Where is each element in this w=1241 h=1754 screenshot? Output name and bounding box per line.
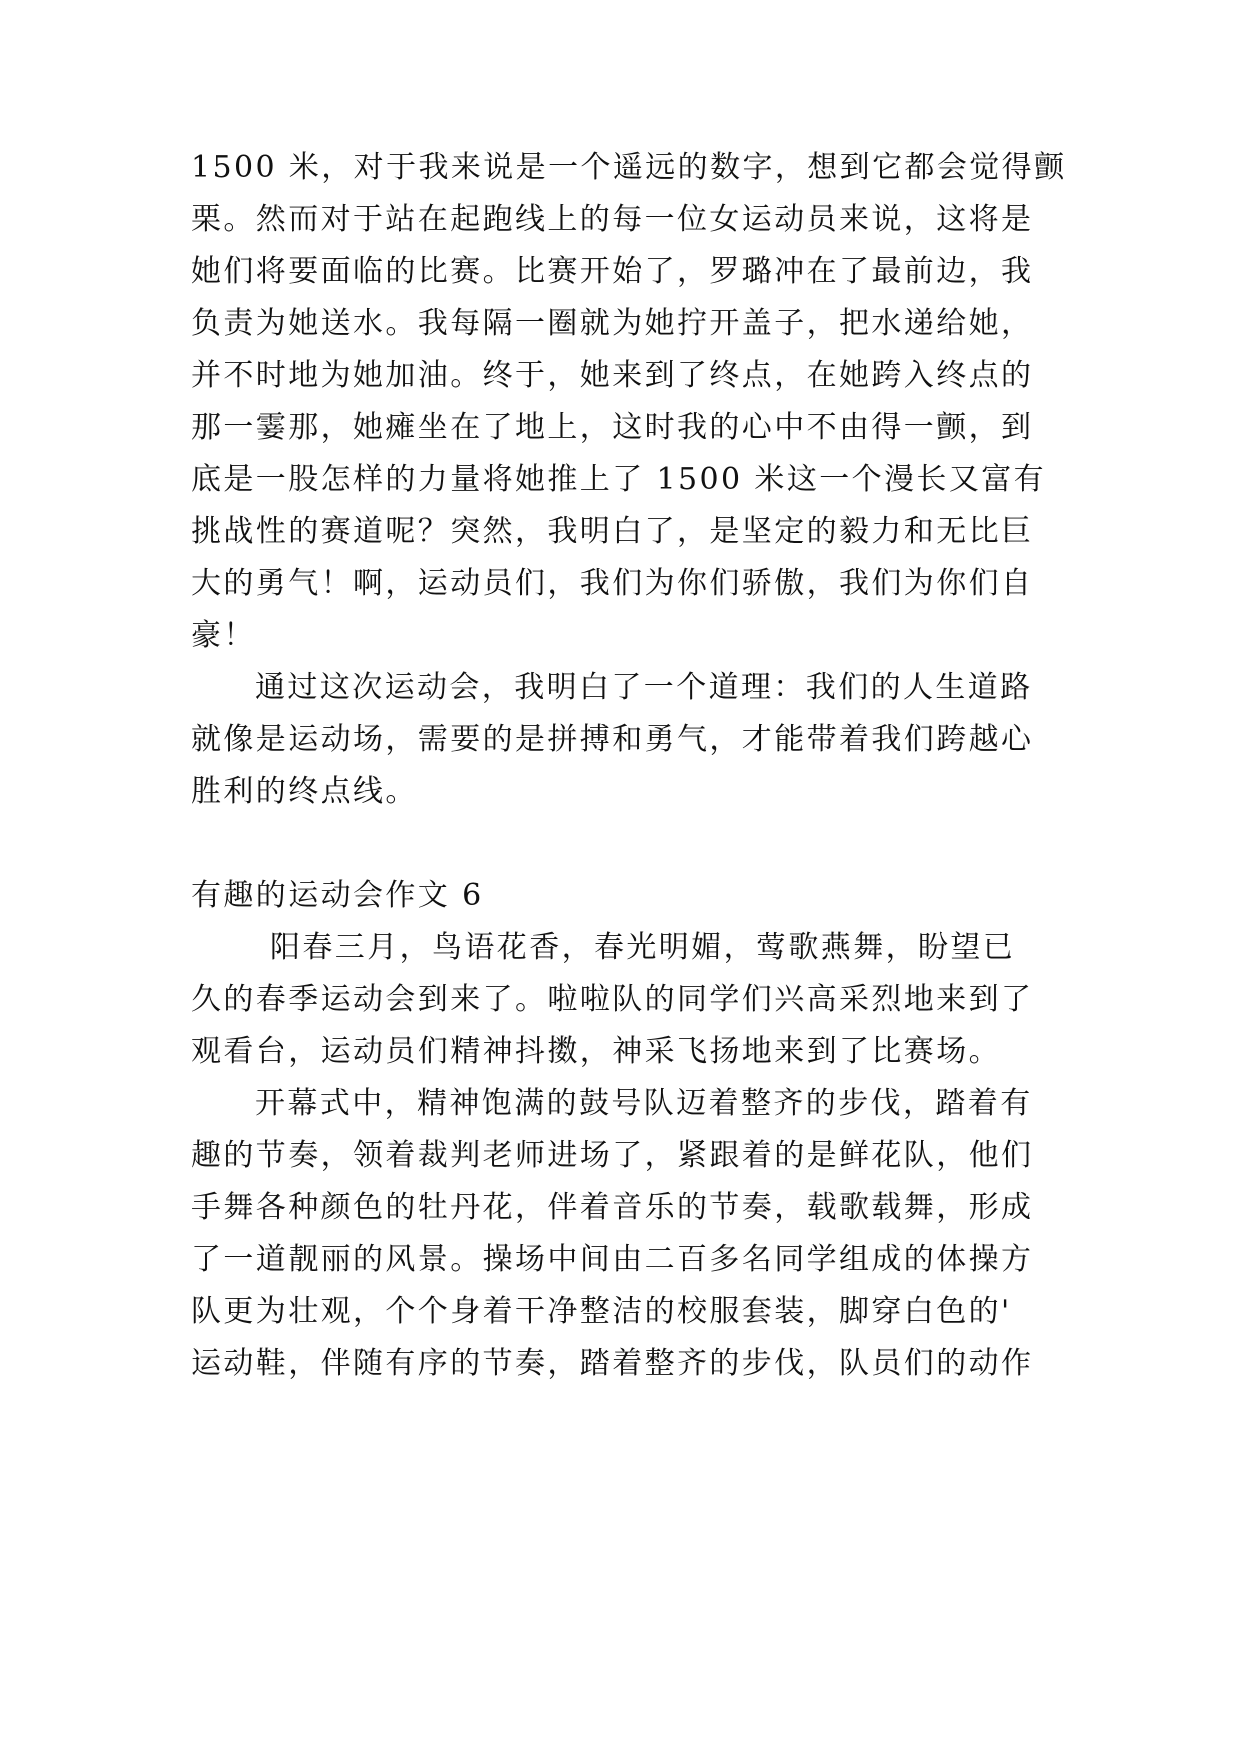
text-line: 观看台，运动员们精神抖擞，神采飞扬地来到了比赛场。: [191, 1034, 1001, 1069]
text-line: 1500 米，对于我来说是一个遥远的数字，想到它都会觉得颤: [191, 150, 1067, 185]
section-heading: 有趣的运动会作文 6: [191, 878, 484, 913]
text-line: 就像是运动场，需要的是拼搏和勇气，才能带着我们跨越心: [191, 722, 1034, 757]
text-line: 久的春季运动会到来了。啦啦队的同学们兴高采烈地来到了: [191, 982, 1034, 1017]
text-line: 队更为壮观，个个身着干净整洁的校服套装，脚穿白色的': [191, 1294, 1012, 1329]
text-line: 开幕式中，精神饱满的鼓号队迈着整齐的步伐，踏着有: [255, 1086, 1033, 1121]
text-line: 挑战性的赛道呢？突然，我明白了，是坚定的毅力和无比巨: [191, 514, 1034, 549]
text-line: 那一霎那，她瘫坐在了地上，这时我的心中不由得一颤，到: [191, 410, 1034, 445]
text-line: 底是一股怎样的力量将她推上了 1500 米这一个漫长又富有: [191, 462, 1047, 497]
text-line: 并不时地为她加油。终于，她来到了终点，在她跨入终点的: [191, 358, 1034, 393]
text-line: 运动鞋，伴随有序的节奏，踏着整齐的步伐，队员们的动作: [191, 1346, 1034, 1381]
text-line: 她们将要面临的比赛。比赛开始了，罗璐冲在了最前边，我: [191, 254, 1034, 289]
text-line: 趣的节奏，领着裁判老师进场了，紧跟着的是鲜花队，他们: [191, 1138, 1034, 1173]
text-line: 负责为她送水。我每隔一圈就为她拧开盖子，把水递给她，: [191, 306, 1034, 341]
text-line: 阳春三月，鸟语花香，春光明媚，莺歌燕舞，盼望已: [270, 930, 1016, 965]
text-line: 栗。然而对于站在起跑线上的每一位女运动员来说，这将是: [191, 202, 1034, 237]
text-line: 了一道靓丽的风景。操场中间由二百多名同学组成的体操方: [191, 1242, 1034, 1277]
text-line: 胜利的终点线。: [191, 774, 418, 809]
text-line: 通过这次运动会，我明白了一个道理：我们的人生道路: [255, 670, 1033, 705]
text-line: 手舞各种颜色的牡丹花，伴着音乐的节奏，载歌载舞，形成: [191, 1190, 1034, 1225]
text-line: 大的勇气！啊，运动员们，我们为你们骄傲，我们为你们自: [191, 566, 1034, 601]
text-line: 豪！: [191, 618, 256, 653]
